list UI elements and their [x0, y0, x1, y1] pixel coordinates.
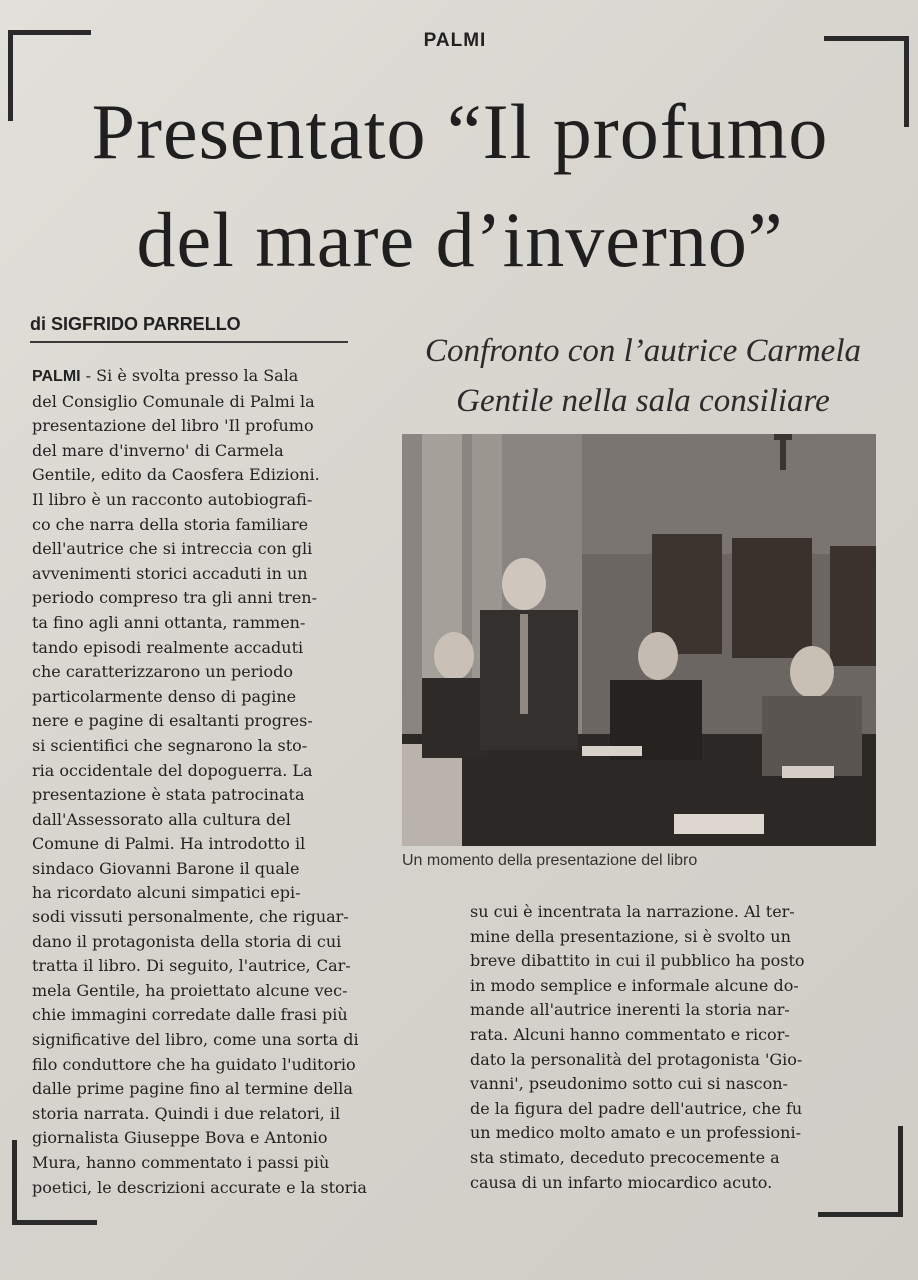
- text-line: giornalista Giuseppe Bova e Antonio: [32, 1128, 328, 1148]
- photo-illustration: [402, 434, 876, 846]
- text-line: ta fino agli anni ottanta, rammen-: [32, 612, 306, 632]
- text-line: mela Gentile, ha proiettato alcune vec-: [32, 980, 348, 1000]
- text-line: sodi vissuti personalmente, che riguar-: [32, 907, 349, 926]
- text-line: un medico molto amato e un professioni-: [470, 1123, 802, 1143]
- text-line: Mura, hanno commentato i passi più: [32, 1152, 330, 1172]
- text-line: chie immagini corredate dalle frasi più: [32, 1005, 348, 1025]
- text-line: dalle prime pagine fino al termine della: [32, 1079, 353, 1099]
- text-line: dato la personalità del protagonista 'Gio-: [470, 1049, 803, 1069]
- text-line: ha ricordato alcuni simpatici epi-: [32, 883, 301, 903]
- text-line: filo conduttore che ha guidato l'uditorio: [32, 1054, 356, 1074]
- text-line: dano il protagonista della storia di cui: [32, 931, 342, 951]
- headline-line: Presentato “Il profumo: [91, 88, 829, 175]
- text-line: causa di un infarto miocardico acuto.: [470, 1172, 773, 1192]
- headline-line: del mare d’inverno”: [136, 196, 784, 283]
- byline-prefix: di: [30, 314, 46, 334]
- text-line: significative del libro, come una sorta di: [32, 1029, 359, 1049]
- subtitle-line: Confronto con l’autrice Carmela: [425, 333, 861, 369]
- text-line: che caratterizzarono un periodo: [32, 662, 293, 682]
- byline-author: SIGFRIDO PARRELLO: [51, 314, 241, 334]
- section-label: PALMI: [423, 30, 487, 51]
- text-line: rata. Alcuni hanno commentato e ricor-: [470, 1024, 790, 1044]
- text-line: tando episodi realmente accaduti: [32, 637, 304, 657]
- paragraph-first-line: [32, 364, 388, 390]
- text-line: co che narra della storia familiare: [32, 514, 309, 534]
- text-line: sindaco Giovanni Barone il quale: [32, 858, 300, 878]
- text-line: Comune di Palmi. Ha introdotto il: [32, 834, 306, 854]
- text-line: periodo compreso tra gli anni tren-: [32, 588, 317, 608]
- text-line: tratta il libro. Di seguito, l'autrice, Car-: [32, 956, 351, 976]
- byline: [30, 314, 348, 343]
- text-line: si scientifici che segnarono la sto-: [32, 735, 308, 755]
- text-line: presentazione del libro 'Il profumo: [32, 416, 314, 436]
- headline: [30, 78, 890, 294]
- subtitle: [398, 326, 888, 426]
- text-line: mande all'autrice inerenti la storia nar-: [470, 1000, 790, 1020]
- text-line: nere e pagine di esaltanti progres-: [32, 711, 313, 731]
- column-right-bottom: [470, 900, 878, 1195]
- subtitle-line: Gentile nella sala consiliare: [456, 383, 830, 419]
- text-line: Il libro è un racconto autobiografi-: [32, 489, 313, 509]
- article-photo: [402, 434, 876, 846]
- text-line: in modo semplice e informale alcune do-: [470, 975, 799, 995]
- text-line: avvenimenti storici accaduti in un: [32, 563, 308, 583]
- column-left-top: [32, 364, 388, 906]
- text-line: poetici, le descrizioni accurate e la storia: [32, 1177, 367, 1197]
- photo-caption: Un momento della presentazione del libro: [402, 852, 698, 869]
- text-line: ria occidentale del dopoguerra. La: [32, 760, 313, 780]
- text-line: breve dibattito in cui il pubblico ha posto: [470, 951, 805, 971]
- text-line: presentazione è stata patrocinata: [32, 785, 305, 805]
- text-line: del mare d'inverno' di Carmela: [32, 440, 284, 460]
- text-line: mine della presentazione, si è svolto un: [470, 926, 791, 946]
- text-line: su cui è incentrata la narrazione. Al ter-: [470, 902, 795, 921]
- text-line: storia narrata. Quindi i due relatori, il: [32, 1103, 341, 1123]
- column-left-bottom: [32, 905, 444, 1200]
- text-span: - Si è svolta presso la Sala: [80, 366, 299, 385]
- text-line: vanni', pseudonimo sotto cui si nascon-: [470, 1074, 788, 1094]
- text-line: del Consiglio Comunale di Palmi la: [32, 391, 315, 411]
- text-line: de la figura del padre dell'autrice, che fu: [470, 1098, 803, 1118]
- text-line: Gentile, edito da Caosfera Edizioni.: [32, 465, 320, 485]
- text-line: dall'Assessorato alla cultura del: [32, 809, 291, 829]
- text-line: particolarmente denso di pagine: [32, 686, 297, 706]
- text-line: dell'autrice che si intreccia con gli: [32, 539, 313, 559]
- text-line: sta stimato, deceduto precocemente a: [470, 1147, 780, 1167]
- dateline: PALMI: [32, 368, 81, 385]
